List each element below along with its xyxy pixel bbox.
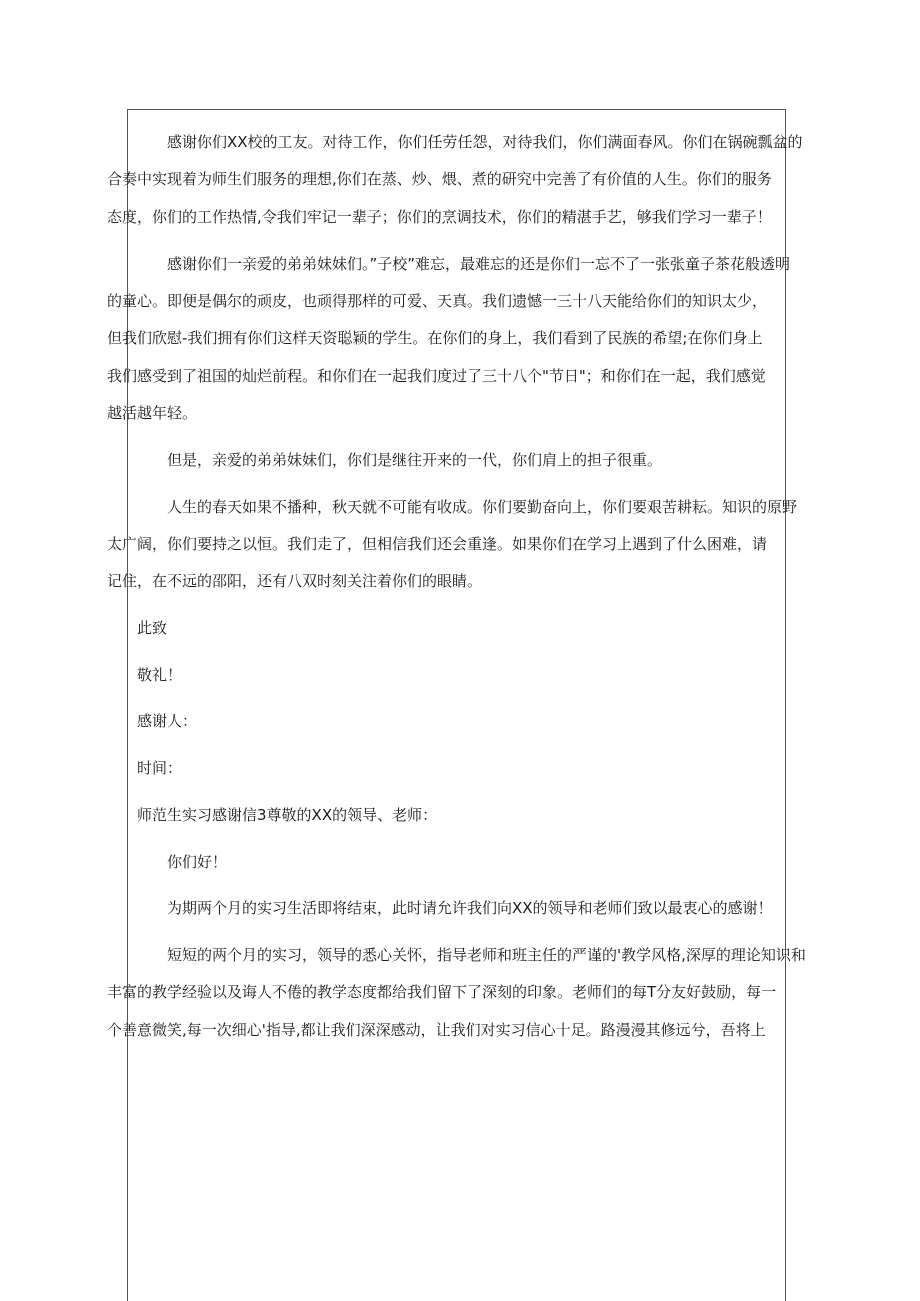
paragraph-responsibility — [137, 442, 783, 479]
date-label — [137, 750, 783, 787]
greeting — [137, 844, 783, 881]
text-line: 感谢你们XX校的工友。对待工作，你们任劳任怨，对待我们，你们满面春风。你们在锅碗瓢盆的 — [167, 133, 803, 151]
text-line: 个善意微笑,每一次细心'指导,都让我们深深感动，让我们对实习信心十足。路漫漫其修远兮，吾将上 — [107, 1020, 766, 1039]
text-line: 敬礼！ — [137, 665, 183, 684]
text-line: 时间： — [137, 759, 183, 778]
paragraph-thanks-workers — [107, 124, 803, 236]
closing-regards — [137, 657, 783, 694]
document-body — [107, 124, 806, 1059]
text-line: 合奏中实现着为师生们服务的理想,你们在蒸、炒、煨、煮的研究中完善了有价值的人生。你们的服务 — [107, 170, 772, 189]
text-line: 态度，你们的工作热情,令我们牢记一辈子；你们的烹调技术，你们的精湛手艺，够我们学习一辈子！ — [107, 207, 772, 226]
text-line: 你们好！ — [167, 852, 228, 871]
letter-heading — [137, 797, 783, 834]
text-line: 但是，亲爱的弟弟妹妹们，你们是继往开来的一代，你们肩上的担子很重。 — [167, 450, 663, 469]
paragraph-internship-end — [137, 890, 783, 927]
text-line: 短短的两个月的实习，领导的悉心关怀，指导老师和班主任的严谨的'教学风格,深厚的理论知识和 — [167, 945, 806, 964]
text-line: 为期两个月的实习生活即将结束，此时请允许我们向XX的领导和老师们致以最衷心的感谢！ — [167, 899, 773, 918]
text-line: 人生的春天如果不播种，秋天就不可能有收成。你们要勤奋向上，你们要艰苦耕耘。知识的原野 — [167, 497, 798, 516]
text-line: 的童心。即便是偶尔的顽皮，也顽得那样的可爱、天真。我们遗憾一三十八天能给你们的知识太少， — [107, 291, 768, 310]
text-line: 感谢你们一亲爱的弟弟妹妹们。”子校”难忘，最难忘的还是你们一忘不了一张张童子茶花般透明 — [167, 254, 791, 273]
text-line: 师范生实习感谢信3尊敬的XX的领导、老师： — [137, 805, 438, 824]
closing-salutation — [137, 610, 783, 647]
text-line: 越活越年轻。 — [107, 404, 198, 423]
text-line: 我们感受到了祖国的灿烂前程。和你们在一起我们度过了三十八个"节日"；和你们在一起，我们感觉 — [107, 366, 766, 385]
text-line: 感谢人： — [137, 712, 198, 731]
text-line: 但我们欣慰-我们拥有你们这样天资聪颖的学生。在你们的身上，我们看到了民族的希望;在你们身上 — [107, 329, 763, 348]
text-line: 丰富的教学经验以及诲人不倦的教学态度都给我们留下了深刻的印象。老师们的每T分友好鼓励，每一 — [107, 983, 777, 1002]
paragraph-internship-thanks — [107, 937, 806, 1049]
signature-label — [137, 703, 783, 740]
text-line: 此致 — [137, 619, 168, 638]
paragraph-spring-sowing — [107, 489, 798, 601]
paragraph-thanks-students — [107, 246, 791, 433]
text-line: 太广阔，你们要持之以恒。我们走了，但相信我们还会重逢。如果你们在学习上遇到了什么困难，请 — [107, 534, 768, 553]
text-line: 记住，在不远的邵阳，还有八双时刻关注着你们的眼睛。 — [107, 572, 483, 591]
